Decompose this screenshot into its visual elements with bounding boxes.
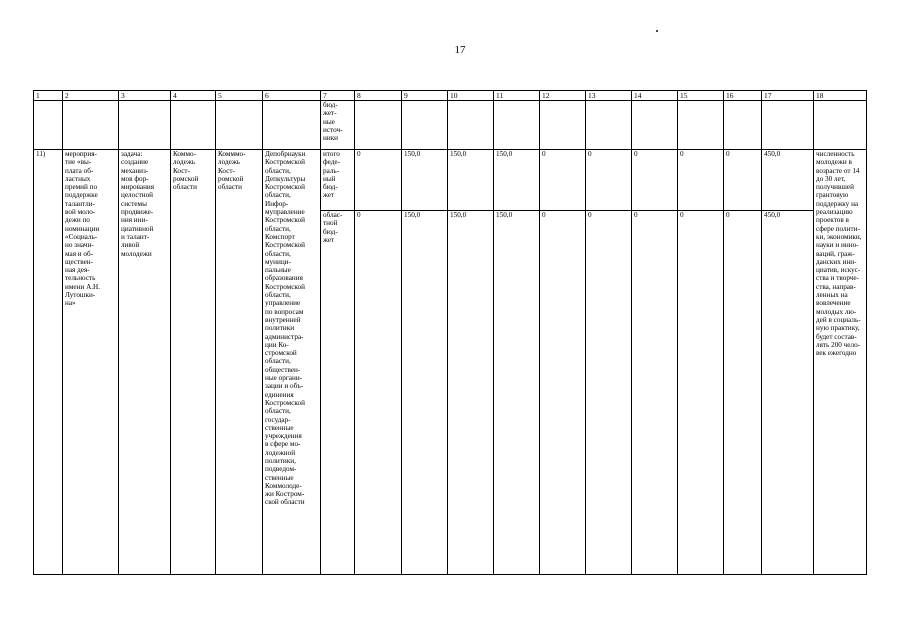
column-number: 4 [171, 91, 216, 101]
funding-value: 0 [355, 211, 402, 575]
column-number: 11 [494, 91, 540, 101]
column-number: 16 [724, 91, 762, 101]
coordinator: Коммо- лодежь Кост- ромской области [171, 150, 216, 575]
column-number: 1 [34, 91, 63, 101]
funding-value: 0 [724, 150, 762, 211]
funding-value: 0 [586, 150, 632, 211]
row-number: 11) [34, 150, 63, 575]
funding-total: 450,0 [762, 150, 814, 211]
funding-value: 0 [632, 150, 678, 211]
funding-value: 0 [678, 150, 724, 211]
program-table [33, 90, 867, 575]
funding-value: 150,0 [448, 211, 494, 575]
funding-value: 150,0 [494, 211, 540, 575]
scan-speck [656, 30, 658, 32]
column-number: 13 [586, 91, 632, 101]
table-row [34, 150, 867, 211]
column-number: 3 [119, 91, 171, 101]
funding-source: облас- тной бюд- жет [321, 211, 355, 575]
funding-value: 150,0 [448, 150, 494, 211]
column-number: 17 [762, 91, 814, 101]
column-number: 15 [678, 91, 724, 101]
column-number: 12 [540, 91, 586, 101]
funding-value: 150,0 [402, 150, 448, 211]
carryover-source: бюд- жет- ные источ- ники [321, 101, 355, 150]
funding-value: 0 [678, 211, 724, 575]
funding-value: 0 [540, 150, 586, 211]
column-number: 9 [402, 91, 448, 101]
column-number: 10 [448, 91, 494, 101]
funding-value: 0 [724, 211, 762, 575]
column-number: 14 [632, 91, 678, 101]
participants: Депобрнауки Костромской области, Депкультуры Костромской области, Инфор- муправление Костромской области, Комспорт Костромской области, муници- пальные образования Костромской области, управление по вопросам внутренней политики администра- ции Ко- стромской области, обществен- ные органи- зации и объ- единения Костромской области, государ- ственные учреждения в сфере мо- лодежной политики, подведом- ственные Коммолоде- жи Костром- ской области [263, 150, 321, 575]
funding-value: 0 [355, 150, 402, 211]
funding-total: 450,0 [762, 211, 814, 575]
funding-source: итого феде- раль- ный бюд- жет [321, 150, 355, 211]
funding-value: 150,0 [494, 150, 540, 211]
column-number: 6 [263, 91, 321, 101]
column-number: 18 [814, 91, 867, 101]
column-number: 5 [216, 91, 263, 101]
funding-value: 0 [632, 211, 678, 575]
funding-value: 0 [586, 211, 632, 575]
funding-value: 150,0 [402, 211, 448, 575]
expected-result: численность молодежи в возрасте от 14 до 30 лет, получившей грантовую поддержку на реализацию проектов в сфере полити- ки, экономики, науки и инно- ваций, граж- данских ини- циатив, искус- ства и творче- ства, направ- ленных на вовлечение молодых лю- дей в социаль- ную практику, будет состав- лять 200 чело- век ежегодно [814, 150, 867, 575]
event-name: мероприя- тие «вы- плата об- ластных премий по поддержке талантли- вой моло- дежи по номинации «Социаль- но значи- мая и об- ществен- ная дея- тельность имени А.Н. Лутошки- на» [63, 150, 119, 575]
funding-value: 0 [540, 211, 586, 575]
column-number-row [34, 91, 867, 101]
page-number: 17 [454, 44, 466, 56]
column-number: 7 [321, 91, 355, 101]
task-description: задача: создание механиз- мов фор- мирования целостной системы продвиже- ния ини- циативной и талант- ливой молодежи [119, 150, 171, 575]
column-number: 2 [63, 91, 119, 101]
column-number: 8 [355, 91, 402, 101]
executor: Комммо- лодежь Кост- ромской области [216, 150, 263, 575]
carryover-row [34, 101, 867, 150]
